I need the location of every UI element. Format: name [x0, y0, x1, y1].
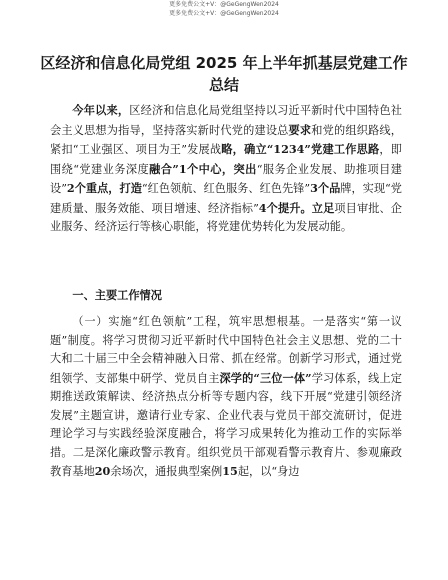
section1-bold-1: 深学的“三位一体” [219, 370, 312, 385]
intro-text-2: 和党的组织路线，紧扣“工业强区、项目为王”发展战 [50, 123, 402, 156]
section1-text-4: 起，以“身边 [237, 465, 300, 478]
intro-bold-6: 4个提升。立足 [258, 200, 335, 215]
intro-paragraph [50, 101, 402, 237]
intro-text-1: 区经济和信息化局党组坚持以习近平新时代中国特色社会主义思想为指导，坚持落实新时代党的建设总 [50, 104, 402, 137]
intro-bold-3: 融合”1个中心，突出 [149, 161, 257, 176]
section1-paragraph [50, 313, 402, 482]
intro-lead: 今年以来， [72, 103, 130, 117]
watermark-top: 更多免费公文+V：@GeGengWen2024 [169, 1, 279, 8]
document-title: 区经济和信息化局党组 2025 年上半年抓基层党建工作总结 [40, 54, 408, 94]
intro-bold-4: 2个重点，打造 [66, 181, 142, 195]
section1-number-1: 20 [94, 464, 111, 478]
intro-text-4: “服务企业发展、助推项目建设” [50, 162, 402, 195]
intro-text-7: 项目审批、企业服务、经济运行等核心职能，将党建优势转化为发展动能。 [50, 201, 402, 233]
section1-text-3: 余场次，通报典型案例 [110, 465, 223, 478]
section1-text-2: 学习体系，线上定期推送政策解读、经济热点分析等专题内容，线下开展“党建引领经济发展”主题宣讲，邀请行业专家、企业代表与党员干部交流研讨，促进理论学习与实践经验深度融合，将学习成果转化为推动工作的实际举措。二是深化廉政警示教育。组织党员干部观看警示教育片、参观廉政教育基地 [50, 371, 402, 478]
section-heading-work-status: 一、主要工作情况 [72, 289, 162, 302]
section1-text-1: （一）实施“红色领航”工程，筑牢思想根基。一是落实“第一议题”制度。将学习贯彻习近平新时代中国特色社会主义思想、党的二十大和二十届三中全会精神融入日常、抓在经常。创新学习形式，通过党组领学、支部集中研学、党员自主 [50, 315, 402, 385]
watermark-second: 更多免费公文+V：@GeGengWen2024 [169, 10, 279, 17]
intro-text-3: ，即围绕“党建业务深度 [50, 143, 402, 176]
intro-bold-2: 略，确立“1234”党建工作思路 [221, 142, 380, 156]
intro-text-6: 牌，实现“党建质量、服务效能、项目增速、经济指标” [50, 182, 402, 215]
intro-text-5: “红色领航、红色服务、红色先锋” [141, 182, 311, 195]
intro-bold-1: 要求 [288, 122, 312, 137]
intro-bold-5: 3个品 [310, 181, 341, 195]
section1-number-2: 15 [222, 464, 238, 478]
